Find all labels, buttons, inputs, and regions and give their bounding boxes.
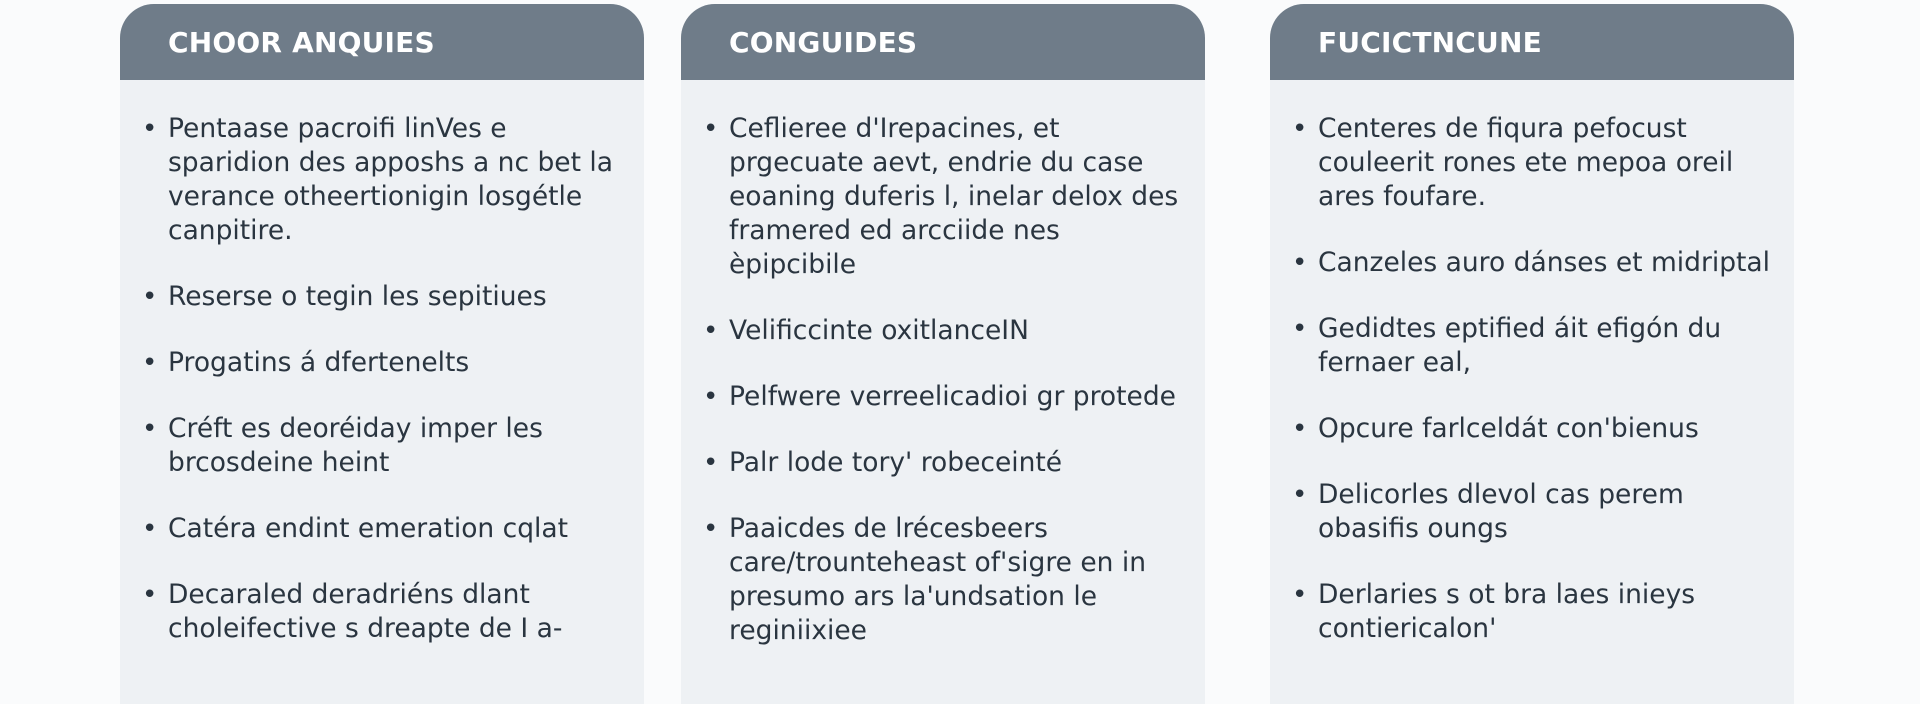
bullet-icon: • <box>1292 580 1308 610</box>
bullet-icon: • <box>1292 248 1308 278</box>
card-header <box>1270 4 1794 80</box>
list-item-text: Palr lode tory' robeceinté <box>729 447 1063 478</box>
bullet-icon: • <box>142 282 158 312</box>
list-item-text: Pelfwere verreelicadioi gr protede <box>729 381 1176 412</box>
list-item <box>142 280 620 314</box>
bullet-icon: • <box>703 114 719 144</box>
list-item <box>703 314 1181 348</box>
list-item <box>1292 312 1770 380</box>
list-item-text: Opcure farlceldát con'bienus <box>1318 413 1699 444</box>
bullet-icon: • <box>703 448 719 478</box>
list-item <box>142 512 620 546</box>
list-item-text: Paaicdes de lrécesbeers care/trounteheast of'sigre en in presumo ars la'undsation le reginiixiee <box>729 513 1147 646</box>
list-item-text: Delicorles dlevol cas perem obasifis oungs <box>1318 479 1684 544</box>
list-item-text: Velificcinte oxitlanceIN <box>729 315 1029 346</box>
list-item-text: Catéra endint emeration cqlat <box>168 513 569 544</box>
list-item <box>1292 478 1770 546</box>
list-item-text: Gedidtes eptified áit efigón du fernaer eal, <box>1318 313 1722 378</box>
bullet-icon: • <box>703 382 719 412</box>
list-item <box>142 346 620 380</box>
bullet-icon: • <box>703 514 719 544</box>
bullet-icon: • <box>1292 314 1308 344</box>
bullet-icon: • <box>1292 480 1308 510</box>
card-header <box>681 4 1205 80</box>
list-item-text: Reserse o tegin les sepitiues <box>168 281 547 312</box>
bullet-list <box>1270 80 1794 646</box>
list-item-text: Ceflieree d'Irepacines, et prgecuate aevt, endrie du case eoaning duferis l, inelar delox des framered ed arcciide nes èpipcibile <box>729 113 1179 280</box>
bullet-icon: • <box>1292 414 1308 444</box>
list-item <box>1292 246 1770 280</box>
list-item-text: Progatins á dfertenelts <box>168 347 470 378</box>
bullet-icon: • <box>142 348 158 378</box>
bullet-list <box>120 80 644 646</box>
card-title: FUCICTNCUNE <box>1318 25 1542 59</box>
list-item-text: Centeres de fiqura pefocust couleerit rones ete mepoa oreil ares foufare. <box>1318 113 1734 212</box>
list-item-text: Créft es deoréiday imper les brcosdeine heint <box>168 413 543 478</box>
bullet-icon: • <box>703 316 719 346</box>
list-item <box>1292 412 1770 446</box>
list-item-text: Canzeles auro dánses et midriptal <box>1318 247 1771 278</box>
bullet-list <box>681 80 1205 648</box>
bullet-icon: • <box>142 414 158 444</box>
list-item <box>1292 112 1770 214</box>
list-item <box>142 578 620 646</box>
card-fucictncune <box>1270 4 1794 704</box>
card-title: CONGUIDES <box>729 25 918 59</box>
bullet-icon: • <box>142 114 158 144</box>
bullet-icon: • <box>1292 114 1308 144</box>
list-item-text: Derlaries s ot bra laes inieys contiericalon' <box>1318 579 1696 644</box>
card-choor-anquies <box>120 4 644 704</box>
list-item <box>142 112 620 248</box>
list-item-text: Decaraled deradriéns dlant choleifective s dreapte de I a- <box>168 579 563 644</box>
list-item <box>1292 578 1770 646</box>
card-title: CHOOR ANQUIES <box>168 25 435 59</box>
list-item <box>703 380 1181 414</box>
bullet-icon: • <box>142 514 158 544</box>
list-item <box>703 446 1181 480</box>
card-conguides <box>681 4 1205 704</box>
bullet-icon: • <box>142 580 158 610</box>
list-item <box>703 112 1181 282</box>
card-header <box>120 4 644 80</box>
list-item <box>142 412 620 480</box>
list-item-text: Pentaase pacroifi linVes e sparidion des apposhs a nc bet la verance otheertionigin losgétle canpitire. <box>168 113 614 246</box>
list-item <box>703 512 1181 648</box>
